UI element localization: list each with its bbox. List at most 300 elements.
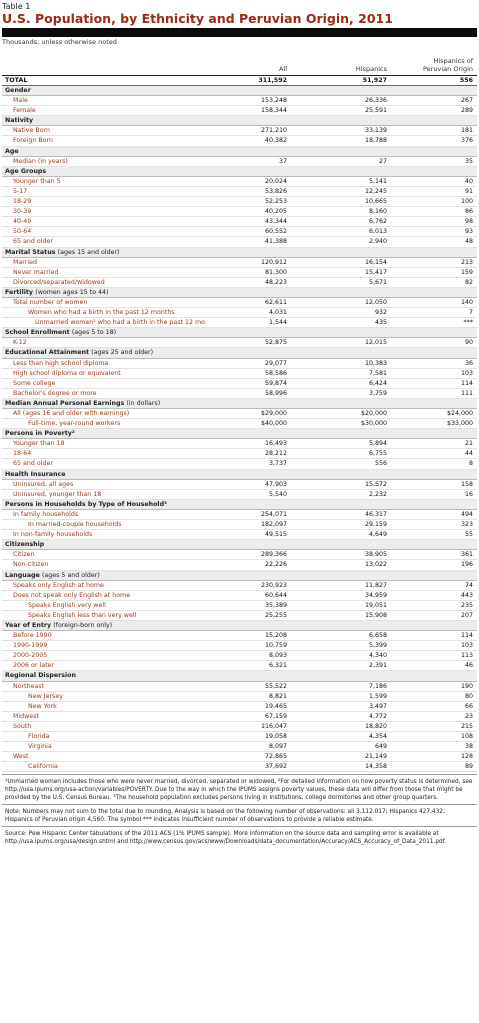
value-all: 53,826: [264, 187, 287, 195]
value-hispanics: 6,424: [368, 379, 387, 387]
value-hispanics: 4,772: [368, 712, 387, 720]
row-label: [5, 348, 153, 358]
row-label: Regional Dispersion: [5, 672, 76, 680]
value-peruvian: 103: [460, 369, 473, 377]
value-peruvian: 443: [460, 591, 473, 599]
value-all: 59,874: [264, 379, 287, 387]
row-label: Women who had a birth in the past 12 months: [28, 309, 175, 317]
value-all: 19,058: [264, 733, 287, 740]
value-peruvian: $33,000: [446, 420, 473, 428]
value-peruvian: ***: [463, 319, 473, 327]
row-label: Never married: [13, 268, 59, 276]
value-all: 271,210: [260, 127, 287, 135]
value-peruvian: 158: [460, 480, 473, 488]
row-label: Younger than 5: [13, 177, 61, 185]
table-row: [2, 298, 477, 308]
table-row: [2, 742, 477, 752]
value-peruvian: 55: [464, 531, 473, 539]
value-peruvian: 114: [460, 632, 473, 640]
row-label: Does not speak only English at home: [13, 591, 131, 599]
value-peruvian: 90: [464, 339, 473, 347]
table-row: [2, 278, 477, 288]
section-header: [2, 671, 477, 681]
row-label: [5, 399, 160, 409]
value-peruvian: 113: [460, 652, 473, 660]
value-peruvian: 235: [460, 601, 473, 609]
value-peruvian: 7: [468, 309, 473, 317]
value-all: 47,903: [264, 480, 287, 488]
row-label: Unmarried women¹ who had a birth in the past 12 mo: [35, 319, 205, 327]
row-label: Uninsured, all ages: [13, 480, 74, 488]
column-headers: [2, 46, 477, 75]
value-hispanics: 18,788: [364, 137, 387, 145]
table-row: [2, 177, 477, 187]
row-label: 2006 or later: [13, 662, 55, 670]
row-label: [5, 328, 116, 338]
table-row: [2, 338, 477, 348]
header-bar: [2, 28, 477, 37]
value-all: 8,097: [268, 743, 287, 751]
value-hispanics: 16,154: [364, 258, 387, 266]
row-label: Total number of women: [13, 298, 88, 306]
value-peruvian: 80: [464, 692, 473, 700]
value-peruvian: 215: [460, 722, 473, 730]
value-peruvian: 100: [460, 198, 473, 206]
value-hispanics: 6,658: [368, 632, 387, 640]
value-hispanics: 1,599: [368, 692, 387, 700]
row-label: Full-time, year-round workers: [28, 420, 121, 428]
row-label: TOTAL: [5, 77, 28, 84]
row-label: Native Born: [13, 127, 51, 135]
value-peruvian: 494: [460, 510, 473, 518]
value-all: 158,344: [260, 107, 287, 115]
value-hispanics: 15,417: [364, 268, 387, 276]
value-all: 72,865: [264, 753, 287, 761]
table-row: [2, 712, 477, 722]
row-label: South: [13, 722, 32, 730]
value-all: 58,996: [264, 389, 287, 397]
value-peruvian: 82: [464, 278, 473, 286]
column-header-all: All: [278, 65, 287, 73]
value-all: 43,344: [264, 218, 287, 226]
table-row: [2, 490, 477, 500]
row-label: Some college: [13, 379, 56, 387]
section-title: School Enrollment: [5, 329, 70, 337]
table-row: [2, 550, 477, 560]
row-label: In non-family households: [13, 531, 93, 539]
row-label: Gender: [5, 87, 31, 94]
value-all: 4,031: [268, 309, 287, 317]
section-title: Fertility: [5, 288, 34, 296]
value-peruvian: 323: [460, 521, 473, 529]
row-label: New Jersey: [28, 692, 63, 700]
row-label: Less than high school diploma: [13, 359, 109, 367]
value-all: 22,226: [264, 561, 287, 569]
table-row: [2, 530, 477, 540]
value-hispanics: 2,940: [368, 238, 387, 246]
section-header: [2, 167, 477, 177]
value-peruvian: 86: [464, 208, 473, 216]
value-peruvian: 23: [464, 712, 473, 720]
value-peruvian: 74: [464, 581, 473, 589]
value-hispanics: 29,159: [364, 521, 387, 529]
value-hispanics: 435: [374, 319, 387, 327]
row-label: Younger than 18: [13, 440, 65, 448]
value-all: 20,024: [264, 177, 287, 185]
table-row: [2, 581, 477, 591]
table-row: [2, 237, 477, 247]
value-peruvian: 114: [460, 379, 473, 387]
value-hispanics: 18,820: [364, 722, 387, 730]
value-all: 6,321: [268, 662, 287, 670]
value-all: 230,923: [260, 581, 287, 589]
value-all: 120,912: [260, 258, 287, 266]
value-all: 37: [278, 157, 287, 165]
value-peruvian: 89: [464, 763, 473, 771]
row-label: [5, 571, 100, 581]
row-label: Midwest: [13, 712, 39, 720]
row-label: Age: [5, 147, 19, 155]
section-title: Year of Entry: [5, 621, 52, 629]
row-label: Health Insurance: [5, 470, 66, 478]
value-hispanics: 15,908: [364, 611, 387, 619]
value-all: 254,071: [260, 510, 287, 518]
value-hispanics: 34,959: [364, 591, 387, 599]
row-label: Married: [13, 258, 37, 266]
row-label: Persons in Households by Type of Household³: [5, 500, 167, 508]
row-label: Citizenship: [5, 541, 45, 549]
table-row: [2, 379, 477, 389]
row-label: 65 and older: [13, 238, 53, 246]
table-row: [2, 722, 477, 732]
value-hispanics: 25,591: [364, 107, 387, 115]
row-label: 1990-1999: [13, 642, 48, 650]
row-label: 18-64: [13, 450, 32, 458]
value-hispanics: 38,905: [364, 551, 387, 559]
table-number: Table 1: [2, 2, 31, 11]
value-hispanics: 33,139: [364, 127, 387, 135]
row-label: Nativity: [5, 117, 34, 125]
value-hispanics: 12,245: [364, 187, 387, 195]
value-hispanics: 27: [378, 157, 387, 165]
row-label: Uninsured, younger than 18: [13, 490, 102, 498]
column-header-hispanics: Hispanics: [355, 65, 387, 73]
row-label: 65 and older: [13, 460, 53, 468]
table-row: [2, 106, 477, 116]
section-header: [2, 86, 477, 96]
section-note: (ages 5 to 18): [71, 329, 117, 337]
value-peruvian: 376: [460, 137, 473, 145]
value-peruvian: 207: [460, 611, 473, 619]
section-header: [2, 248, 477, 258]
table-row: [2, 359, 477, 369]
value-all: 28,212: [264, 450, 287, 458]
table-row: [2, 661, 477, 671]
value-peruvian: 40: [464, 177, 473, 185]
value-peruvian: 48: [464, 238, 473, 246]
value-hispanics: $20,000: [360, 410, 387, 417]
table-row: [2, 126, 477, 136]
value-hispanics: 5,671: [368, 278, 387, 286]
row-label: [5, 288, 109, 298]
value-peruvian: 98: [464, 218, 473, 226]
value-peruvian: 213: [460, 258, 473, 266]
value-hispanics: 5,141: [368, 177, 387, 185]
value-peruvian: 181: [460, 127, 473, 135]
section-header: [2, 147, 477, 157]
row-label: Speaks only English at home: [13, 581, 104, 589]
value-peruvian: 196: [460, 561, 473, 569]
row-label: K-12: [13, 339, 27, 347]
section-header: [2, 621, 477, 631]
table-row: [2, 732, 477, 742]
table-row: [2, 207, 477, 217]
section-title: Educational Attainment: [5, 349, 89, 357]
row-label: In family households: [13, 510, 79, 518]
row-label: Bachelor's degree or more: [13, 389, 97, 397]
value-peruvian: 66: [464, 702, 473, 710]
value-hispanics: 2,391: [368, 662, 387, 670]
value-hispanics: 46,317: [364, 510, 387, 518]
value-peruvian: 361: [460, 551, 473, 559]
table-row: [2, 258, 477, 268]
table-row: [2, 187, 477, 197]
value-all: $29,000: [260, 410, 287, 417]
value-peruvian: 190: [460, 682, 473, 690]
table-row: [2, 601, 477, 611]
value-hispanics: 4,649: [368, 531, 387, 539]
section-header: [2, 399, 477, 409]
table-document: [2, 0, 477, 847]
value-peruvian: 36: [464, 359, 473, 367]
row-label: 40-49: [13, 218, 32, 226]
value-all: 29,077: [264, 359, 287, 367]
section-note: (foreign-born only): [53, 621, 113, 629]
value-hispanics: 12,050: [364, 298, 387, 306]
section-header: [2, 328, 477, 338]
value-all: 62,611: [264, 298, 287, 306]
row-label: Male: [13, 97, 28, 105]
row-label: Divorced/separated/widowed: [13, 278, 105, 286]
column-header-peruvian: Hispanics of Peruvian Origin: [423, 57, 473, 73]
section-header: [2, 540, 477, 550]
section-note: (ages 15 and older): [57, 248, 120, 256]
page-title: U.S. Population, by Ethnicity and Peruvian Origin, 2011: [2, 11, 393, 26]
value-peruvian: 267: [460, 97, 473, 105]
value-hispanics: 14,358: [364, 763, 387, 771]
row-label: Foreign Born: [13, 137, 53, 145]
table-row: [2, 268, 477, 278]
value-hispanics: 7,581: [368, 369, 387, 377]
table-note: Note: Numbers may not sum to the total due to rounding. Analysis is based on the following number of observations: all 3,112,017; Hispanics 427,432; Hispanics of Peruvian origin 4,560. The symbol *** indicates insufficient number of observations to provide a reliable estimate.: [2, 804, 477, 824]
value-hispanics: 3,759: [368, 389, 387, 397]
value-all: 289,366: [260, 551, 287, 559]
table-row: [2, 389, 477, 399]
table-row: [2, 752, 477, 762]
value-hispanics: 12,015: [364, 339, 387, 347]
value-hispanics: 649: [374, 743, 387, 751]
row-label: West: [13, 753, 29, 761]
value-peruvian: 111: [460, 389, 473, 397]
value-all: 35,389: [264, 601, 287, 609]
table-body: [2, 75, 477, 772]
table-row: [2, 631, 477, 641]
section-title: Language: [5, 571, 40, 579]
table-row: [2, 480, 477, 490]
section-note: (in dollars): [126, 399, 161, 407]
table-row: [2, 217, 477, 227]
section-header: [2, 116, 477, 126]
table-row: [2, 611, 477, 621]
value-all: 3,737: [268, 460, 287, 468]
value-all: 1,544: [268, 319, 287, 327]
row-label: Virginia: [28, 743, 52, 751]
value-all: 60,644: [264, 591, 287, 599]
table-row: [2, 510, 477, 520]
row-label: 30-39: [13, 208, 32, 216]
row-label: In married-couple households: [28, 521, 122, 529]
value-hispanics: 10,665: [364, 198, 387, 206]
value-hispanics: 10,383: [364, 359, 387, 367]
table-row: [2, 308, 477, 318]
table-row: [2, 651, 477, 661]
table-row: [2, 520, 477, 530]
section-note: (ages 25 and older): [91, 349, 154, 357]
value-hispanics: 51,927: [362, 77, 387, 84]
row-label: California: [28, 763, 58, 771]
value-all: 67,159: [264, 712, 287, 720]
value-hispanics: 26,336: [364, 97, 387, 105]
value-hispanics: 15,572: [364, 480, 387, 488]
row-label: Non-citizen: [13, 561, 49, 569]
row-label: Speaks English less than very well: [28, 611, 137, 619]
value-all: 15,208: [264, 632, 287, 640]
value-all: 19,465: [264, 702, 287, 710]
table-row: [2, 641, 477, 651]
row-label: [5, 621, 112, 631]
value-hispanics: 8,160: [368, 208, 387, 216]
value-peruvian: 289: [460, 107, 473, 115]
section-header: [2, 348, 477, 358]
value-hispanics: 19,051: [364, 601, 387, 609]
value-all: 58,586: [264, 369, 287, 377]
value-all: 48,223: [264, 278, 287, 286]
value-peruvian: 46: [464, 662, 473, 670]
row-label: Age Groups: [5, 167, 47, 175]
value-peruvian: 93: [464, 228, 473, 236]
section-header: [2, 429, 477, 439]
value-peruvian: 21: [464, 440, 473, 448]
row-label: New York: [28, 702, 57, 710]
table-row: [2, 692, 477, 702]
footnotes: ¹Unmarried women includes those who were never married, divorced, separated or widowed. ²For detailed information on how poverty status is determined, see http://usa.ipums.org/usa-action/variables/POVERTY. Due to the way in which the IPUMS assigns poverty values, these data will differ from those that might be provided by the U.S. Census Bureau. ³The household population excludes persons living in institutions, college dormitories and other group quarters.: [2, 774, 477, 802]
row-label: Northeast: [13, 682, 45, 690]
row-label: Florida: [28, 733, 50, 740]
value-all: 52,253: [264, 198, 287, 206]
value-all: 37,692: [264, 763, 287, 771]
table-row: [2, 409, 477, 419]
table-row: [2, 419, 477, 429]
value-peruvian: $24,000: [446, 410, 473, 417]
value-hispanics: 21,149: [364, 753, 387, 761]
value-peruvian: 38: [464, 743, 473, 751]
section-header: [2, 571, 477, 581]
value-all: 16,493: [264, 440, 287, 448]
row-label: 18-29: [13, 198, 32, 206]
value-all: 60,552: [264, 228, 287, 236]
value-all: 40,382: [264, 137, 287, 145]
value-hispanics: 5,399: [368, 642, 387, 650]
total-row: [2, 75, 477, 86]
section-title: Median Annual Personal Earnings: [5, 399, 125, 407]
value-all: 25,255: [264, 611, 287, 619]
value-all: 41,388: [264, 238, 287, 246]
row-label: Median (in years): [13, 157, 68, 165]
value-all: 10,759: [264, 642, 287, 650]
table-row: [2, 591, 477, 601]
value-peruvian: 108: [460, 733, 473, 740]
table-source: Source: Pew Hispanic Center tabulations of the 2011 ACS (1% IPUMS sample). More information on the source data and sampling error is available at http://usa.ipums.org/usa/design.shtml and http://www.census.gov/acs/www/Downloads/data_documentation/Accuracy/ACS_Accuracy_of_Data_2011.pdf.: [2, 826, 477, 846]
table-row: [2, 157, 477, 167]
value-hispanics: 13,022: [364, 561, 387, 569]
value-hispanics: 6,013: [368, 228, 387, 236]
value-peruvian: 44: [464, 450, 473, 458]
value-all: 182,097: [260, 521, 287, 529]
table-row: [2, 227, 477, 237]
table-row: [2, 369, 477, 379]
table-row: [2, 318, 477, 328]
table-row: [2, 439, 477, 449]
value-peruvian: 140: [460, 298, 473, 306]
value-hispanics: $30,000: [360, 420, 387, 428]
row-label: 5-17: [13, 187, 28, 195]
value-all: 49,515: [264, 531, 287, 539]
table-row: [2, 682, 477, 692]
value-peruvian: 159: [460, 268, 473, 276]
row-label: [5, 248, 120, 258]
row-label: Speaks English very well: [28, 601, 106, 609]
section-note: (ages 5 and older): [41, 571, 100, 579]
value-peruvian: 16: [464, 490, 473, 498]
unit-note: Thousands, unless otherwise noted: [2, 38, 117, 46]
value-all: 55,522: [264, 682, 287, 690]
value-hispanics: 6,762: [368, 218, 387, 226]
value-all: 5,540: [268, 490, 287, 498]
row-label: Citizen: [13, 551, 35, 559]
value-all: 311,592: [258, 77, 287, 84]
table-row: [2, 96, 477, 106]
value-all: 116,047: [260, 722, 287, 730]
value-all: $40,000: [260, 420, 287, 428]
section-header: [2, 470, 477, 480]
value-hispanics: 11,827: [364, 581, 387, 589]
table-row: [2, 197, 477, 207]
value-all: 8,821: [268, 692, 287, 700]
value-peruvian: 103: [460, 642, 473, 650]
value-hispanics: 7,186: [368, 682, 387, 690]
value-hispanics: 3,497: [368, 702, 387, 710]
table-row: [2, 560, 477, 570]
section-note: (women ages 15 to 44): [35, 288, 109, 296]
value-hispanics: 932: [374, 309, 387, 317]
value-all: 153,248: [260, 97, 287, 105]
value-peruvian: 91: [464, 187, 473, 195]
table-row: [2, 702, 477, 712]
value-peruvian: 556: [459, 77, 473, 84]
table-row: [2, 762, 477, 772]
row-label: 2000-2005: [13, 652, 48, 660]
value-hispanics: 6,755: [368, 450, 387, 458]
